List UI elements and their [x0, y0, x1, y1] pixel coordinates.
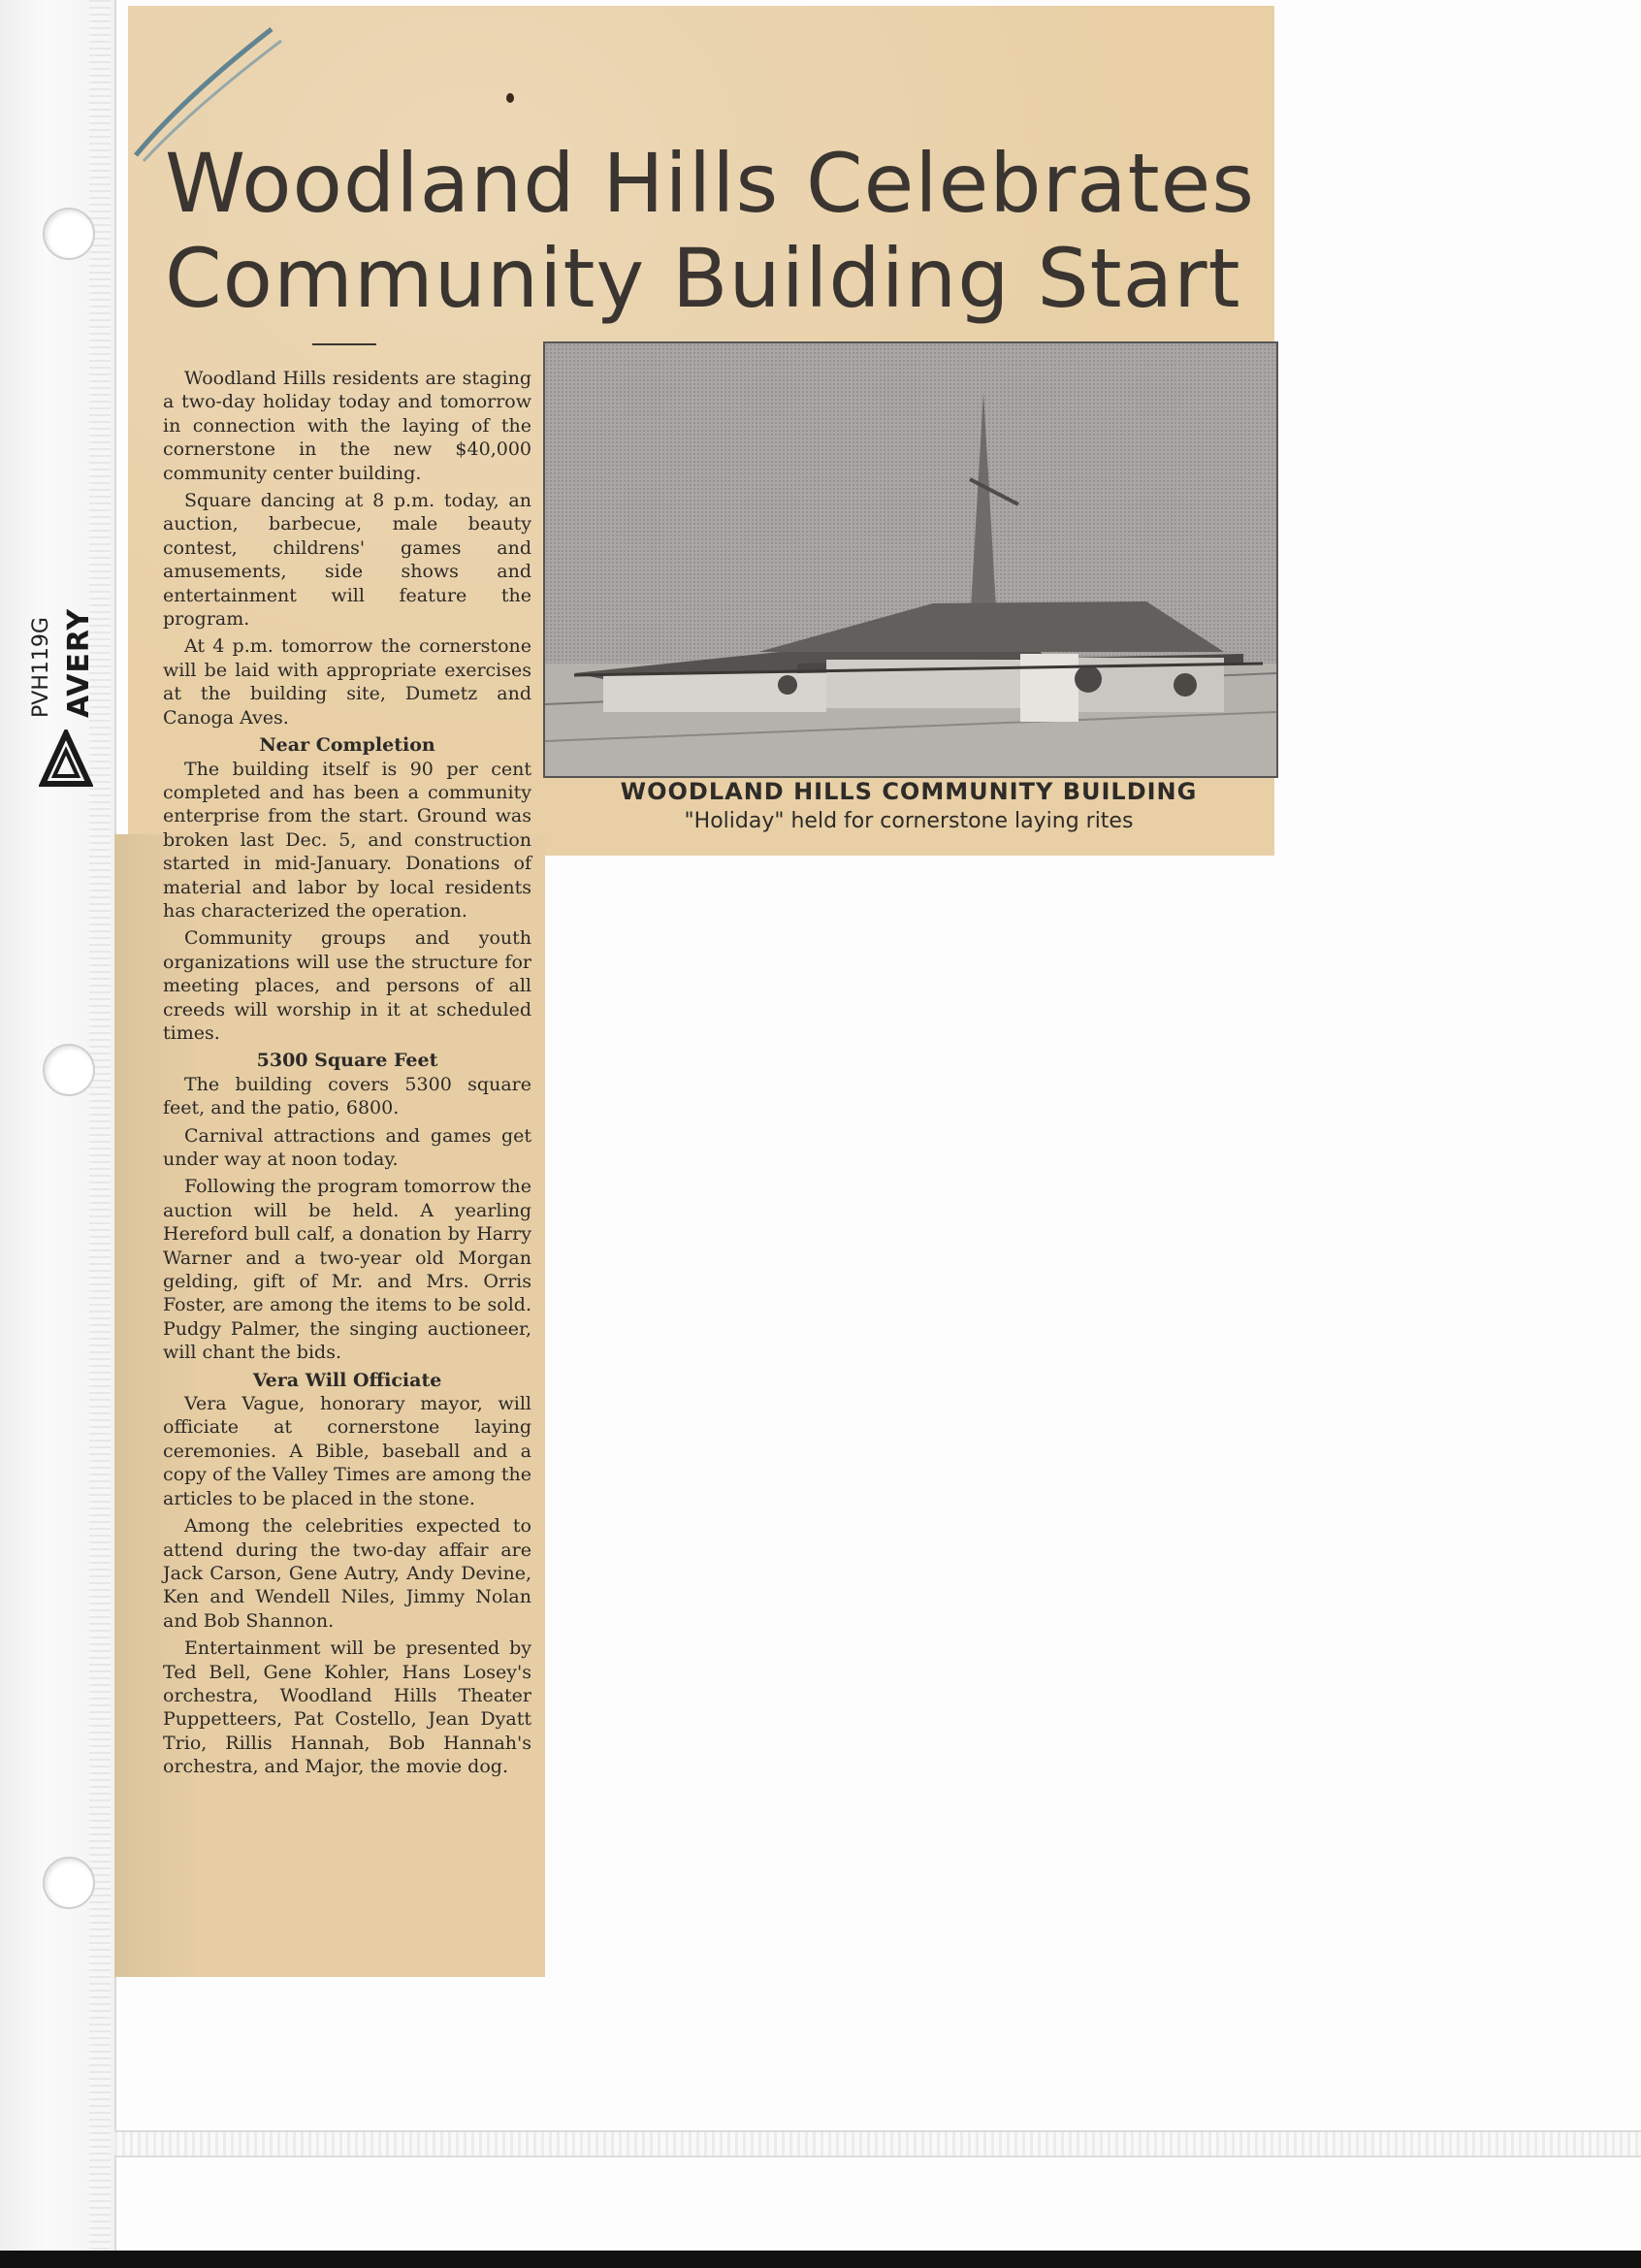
article-paragraph: At 4 p.m. tomorrow the cornerstone will be laid with appropriate exercises at the building site, Dumetz and Canoga Aves. — [163, 635, 531, 729]
community-building-photo — [543, 341, 1278, 778]
photo-caption-title: WOODLAND HILLS COMMUNITY BUILDING — [620, 778, 1198, 805]
sleeve-product-code: PVH119G — [29, 617, 53, 718]
article-paragraph: Among the celebrities expected to attend during the two-day affair are Jack Carson, Gene Autry, Andy Devine, Ken and Wendell Niles, Jimmy Nolan and Bob Shannon. — [163, 1515, 531, 1632]
binder-hole — [43, 1044, 95, 1096]
article-headline — [165, 136, 1271, 326]
headline-rule — [312, 343, 376, 345]
article-paragraph: Following the program tomorrow the auction will be held. A yearling Hereford bull calf, a donation by Harry Warner and a two-year old Morgan gelding, gift of Mr. and Mrs. Orris Foster, are among the items to be sold. Pudgy Palmer, the singing auctioneer, will chant the bids. — [163, 1176, 531, 1364]
article-subhead: Vera Will Officiate — [252, 1369, 442, 1391]
binder-hole — [43, 208, 95, 260]
ink-speck — [506, 93, 514, 103]
avery-logo-icon — [39, 729, 93, 790]
headline-line-1: Woodland Hills Celebrates — [165, 136, 1256, 231]
article-body — [163, 367, 531, 1783]
article-paragraph: Community groups and youth organizations will use the structure for meeting places, and persons of all creeds will worship in it at scheduled times. — [163, 927, 531, 1044]
sleeve-bottom-seam — [114, 2130, 1641, 2157]
article-paragraph: Entertainment will be presented by Ted Bell, Gene Kohler, Hans Losey's orchestra, Woodland Hills Theater Puppetteers, Pat Costello, Jean Dyatt Trio, Rillis Hannah, Bob Hannah's orchestra, and Major, the movie dog. — [163, 1637, 531, 1778]
article-paragraph: Vera Vague, honorary mayor, will officiate at cornerstone laying ceremonies. A Bible, baseball and a copy of the Valley Times are among the articles to be placed in the stone. — [163, 1393, 531, 1509]
headline-line-2: Community Building Start — [165, 231, 1241, 326]
article-subhead: 5300 Square Feet — [256, 1050, 438, 1072]
sleeve-ribbing — [89, 0, 111, 2268]
photo-caption-subtitle: "Holiday" held for cornerstone laying rites — [684, 809, 1134, 833]
binder-hole — [43, 1857, 95, 1909]
article-subhead: Near Completion — [259, 734, 435, 757]
scan-border — [0, 2251, 1641, 2268]
article-paragraph: Woodland Hills residents are staging a two-day holiday today and tomorrow in connection with the laying of the cornerstone in the new $40,000 community center building. — [163, 368, 531, 484]
article-paragraph: The building covers 5300 square feet, and the patio, 6800. — [163, 1073, 531, 1119]
article-paragraph: The building itself is 90 per cent completed and has been a community enterprise from the start. Ground was broken last Dec. 5, and construction started in mid-January. Donations of material and labor by local residents has characterized the operation. — [163, 758, 531, 922]
sheet-protector-edge — [0, 0, 116, 2268]
article-paragraph: Square dancing at 8 p.m. today, an auction, barbecue, male beauty contest, childrens' games and amusements, side shows and entertainment will feature the program. — [163, 490, 531, 631]
sleeve-brand-label: AVERY — [62, 607, 96, 718]
article-paragraph: Carnival attractions and games get under way at noon today. — [163, 1124, 531, 1170]
